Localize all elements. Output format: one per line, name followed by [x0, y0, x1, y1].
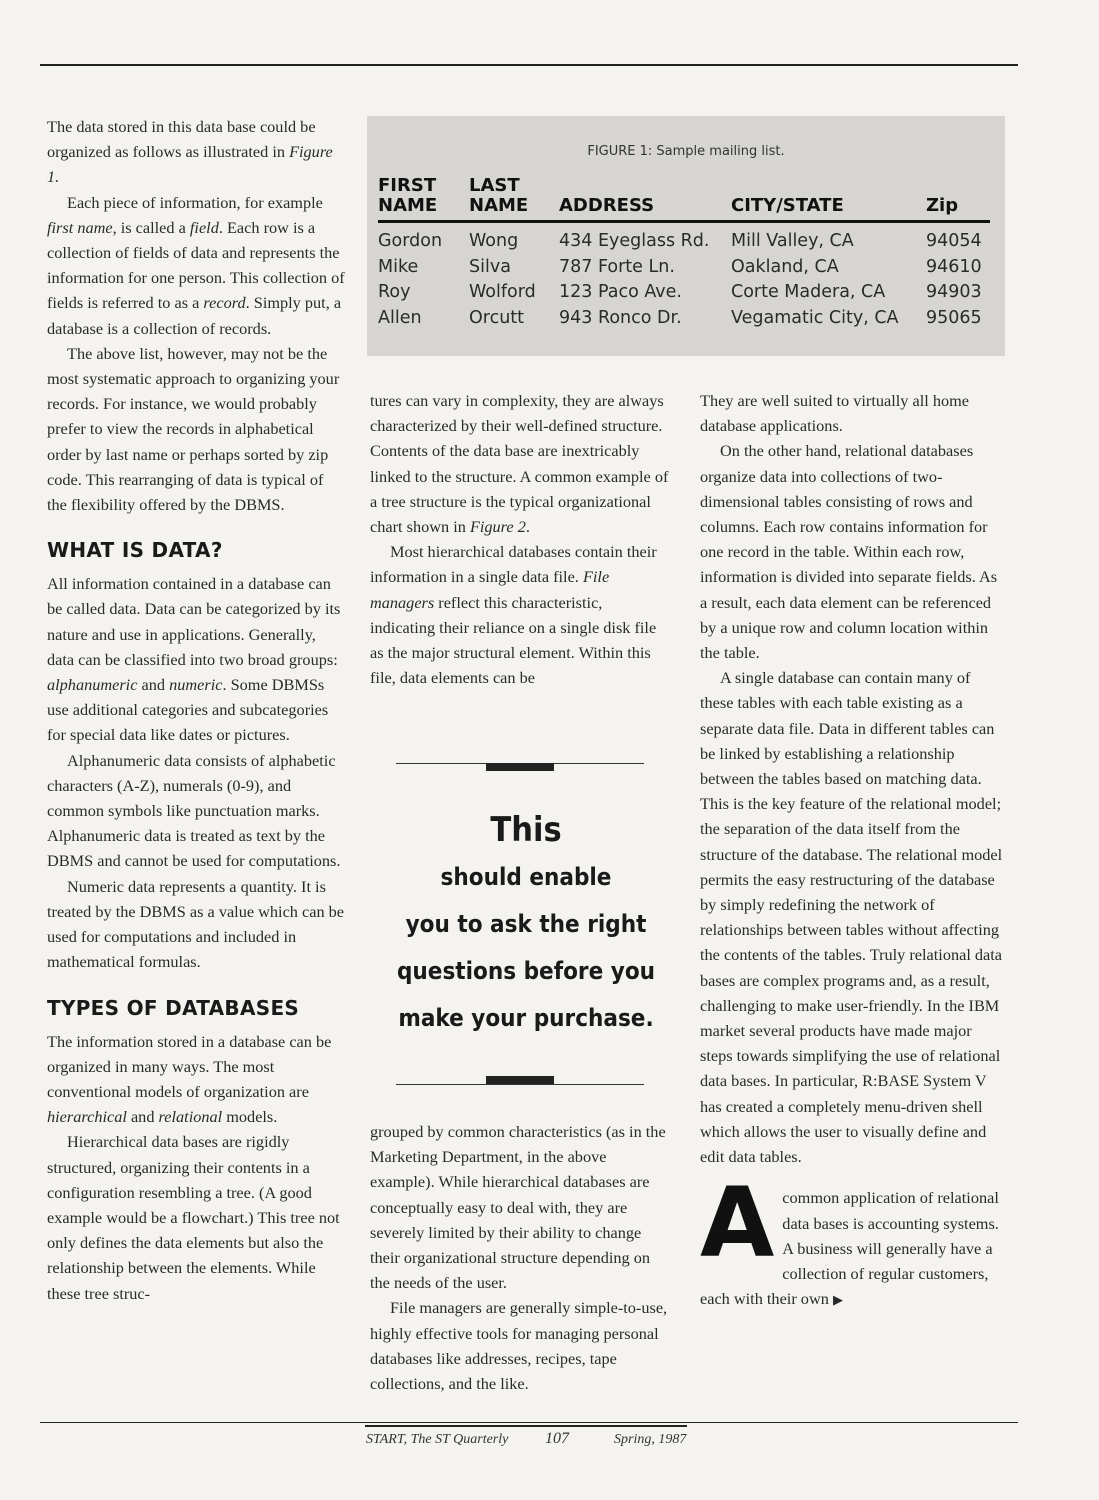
bottom-rule: [40, 1422, 1018, 1423]
figure-1-mailing-list: [367, 116, 1005, 356]
header-zip: Zip: [926, 176, 990, 222]
cell: Oakland, CA: [731, 256, 839, 277]
cell: 94610: [926, 256, 982, 277]
cell: 94903: [926, 282, 982, 302]
paragraph: File managers are generally simple-to-use, highly effective tools for managing personal databases like addresses, recipes, tape collections, and the like.: [370, 1298, 668, 1394]
pull-quote-line: questions before you: [396, 957, 656, 985]
footer-publication: START, The ST Quarterly: [366, 1432, 509, 1447]
cell: Gordon: [378, 231, 443, 251]
section-heading-types: TYPES OF DATABASES: [47, 995, 300, 1020]
paragraph: A single database can contain many of these tables with each table existing as a separate data file. Data in different tables can be linked by establishing a relationship between the tables based on matching data. This is the key feature of the relational model; the separation of the data itself from the structure of the database. The relational model permits the easy restructuring of the database by simply redefining the network of relationships between tables without affecting the contents of the tables. Truly relational data bases are complex programs and, as a result, challenging to make user-friendly. In the IBM market several products have made major steps towards simplifying the use of relational data bases. In particular, R:BASE System V has created a completely menu-driven shell which allows the user to visually define and edit data tables.: [700, 668, 1003, 1167]
paragraph: Acommon application of relational data bases is accounting systems. A business will generally have a collection of regular customers, each with their own ▶: [700, 1167, 999, 1309]
paragraph: Numeric data represents a quantity. It is treated by the DBMS as a value which can be used for computations and included in mathematical formulas.: [47, 876, 345, 972]
top-rule: [40, 64, 1018, 66]
paragraph: Each piece of information, for example first name, is called a field. Each row is a collection of fields of data and represents the information for one person. This collection of fields is referred to as a record. Simply put, a database is a collection of records.: [47, 192, 345, 338]
table-row: [378, 255, 990, 281]
cell: Roy: [378, 282, 411, 302]
table-row: [378, 222, 990, 255]
paragraph: The above list, however, may not be the most systematic approach to organizing your records. For instance, we would probably prefer to view the records in alphabetical order by last name or perhaps sorted by zip code. This rearranging of data is typical of the flexibility offered by the DBMS.: [47, 343, 340, 515]
paragraph: tures can vary in complexity, they are always characterized by their well-defined structure. Contents of the data base are inextricably linked to the structure. A common example of a tree structure is the typical organizational chart shown in Figure 2.: [370, 391, 669, 537]
paragraph: The information stored in a database can be organized in many ways. The most conventional models of organization are hierarchical and relational models.: [47, 1031, 332, 1127]
cell: Corte Madera, CA: [731, 282, 886, 302]
pull-quote-line: make your purchase.: [398, 1004, 654, 1032]
page-number: 107: [545, 1430, 569, 1447]
header-last-name: LAST NAME: [469, 176, 559, 222]
table-row: [378, 306, 990, 332]
divider-bar: [486, 1076, 554, 1084]
cell: Silva: [469, 256, 511, 277]
header-city-state: CITY/STATE: [731, 176, 926, 222]
mailing-list-table: [378, 176, 990, 331]
paragraph: The data stored in this data base could be organized as follows as illustrated in Figure 1.: [47, 117, 333, 187]
cell: 434 Eyeglass Rd.: [559, 231, 710, 251]
paragraph: Hierarchical data bases are rigidly structured, organizing their contents in a configuration resembling a tree. (A good example would be a flowchart.) This tree not only defines the data elements but also the relationship between the elements. While these tree struc-: [47, 1132, 340, 1303]
divider-bar: [486, 763, 554, 771]
column-2-bottom: [370, 1119, 670, 1396]
header-address: ADDRESS: [559, 176, 731, 222]
table-row: [378, 280, 990, 306]
footer-rule: [365, 1425, 687, 1427]
cell: Wong: [469, 231, 519, 251]
column-2-top: [370, 388, 670, 690]
cell: Mill Valley, CA: [731, 231, 854, 251]
section-heading-data: WHAT IS DATA?: [47, 538, 223, 563]
figure-reference: Figure 1.: [47, 142, 333, 187]
cell: 787 Forte Ln.: [559, 256, 675, 277]
cell: 94054: [926, 231, 982, 251]
pull-quote-line: should enable: [440, 863, 612, 891]
paragraph: Most hierarchical databases contain their information in a single data file. File managers reflect this characteristic, indicating their reliance on a single disk file as the major structural element. Within this file, data elements can be: [370, 542, 657, 688]
paragraph: All information contained in a database can be called data. Data can be categorized by its nature and use in applications. Generally, data can be classified into two broad groups: alphanumeric and numeric. Some DBMSs use additional categories and subcategories for special data like dates or pictures.: [47, 574, 341, 745]
cell: Vegamatic City, CA: [731, 307, 899, 328]
header-first-name: FIRST NAME: [378, 176, 469, 222]
divider: [396, 1084, 644, 1085]
paragraph: grouped by common characteristics (as in the Marketing Department, in the above example). While hierarchical databases are conceptually easy to deal with, they are severely limited by their ability to change their organizational structure depending on the needs of the user.: [370, 1122, 666, 1293]
pull-quote-line: you to ask the right: [405, 910, 647, 938]
continue-arrow-icon: ▶: [832, 1293, 843, 1309]
column-1: [47, 114, 347, 1306]
cell: 123 Paco Ave.: [559, 282, 682, 302]
figure-caption: FIGURE 1: Sample mailing list.: [587, 144, 785, 159]
pull-quote-text: [390, 807, 662, 1042]
cell: Orcutt: [469, 307, 525, 328]
cell: Mike: [378, 256, 419, 277]
cell: Wolford: [469, 282, 536, 302]
drop-cap: A: [700, 1167, 775, 1280]
column-3: [700, 388, 1005, 1313]
paragraph: Alphanumeric data consists of alphabetic characters (A-Z), numerals (0-9), and common symbols like punctuation marks. Alphanumeric data is treated as text by the DBMS and cannot be used for computations.: [47, 750, 341, 871]
pull-quote: [390, 755, 662, 1085]
pull-quote-first-word: This: [490, 810, 562, 850]
cell: Allen: [378, 307, 422, 328]
footer-issue: Spring, 1987: [614, 1432, 687, 1447]
paragraph: On the other hand, relational databases organize data into collections of two-dimensional tables consisting of rows and columns. Each row contains information for one record in the table. Within each row, information is divided into separate fields. As a result, each data element can be referenced by a unique row and column location within the table.: [700, 441, 998, 663]
paragraph: They are well suited to virtually all home database applications.: [700, 391, 970, 436]
table-header-row: [378, 176, 990, 222]
cell: 95065: [926, 307, 982, 328]
cell: 943 Ronco Dr.: [559, 307, 682, 328]
